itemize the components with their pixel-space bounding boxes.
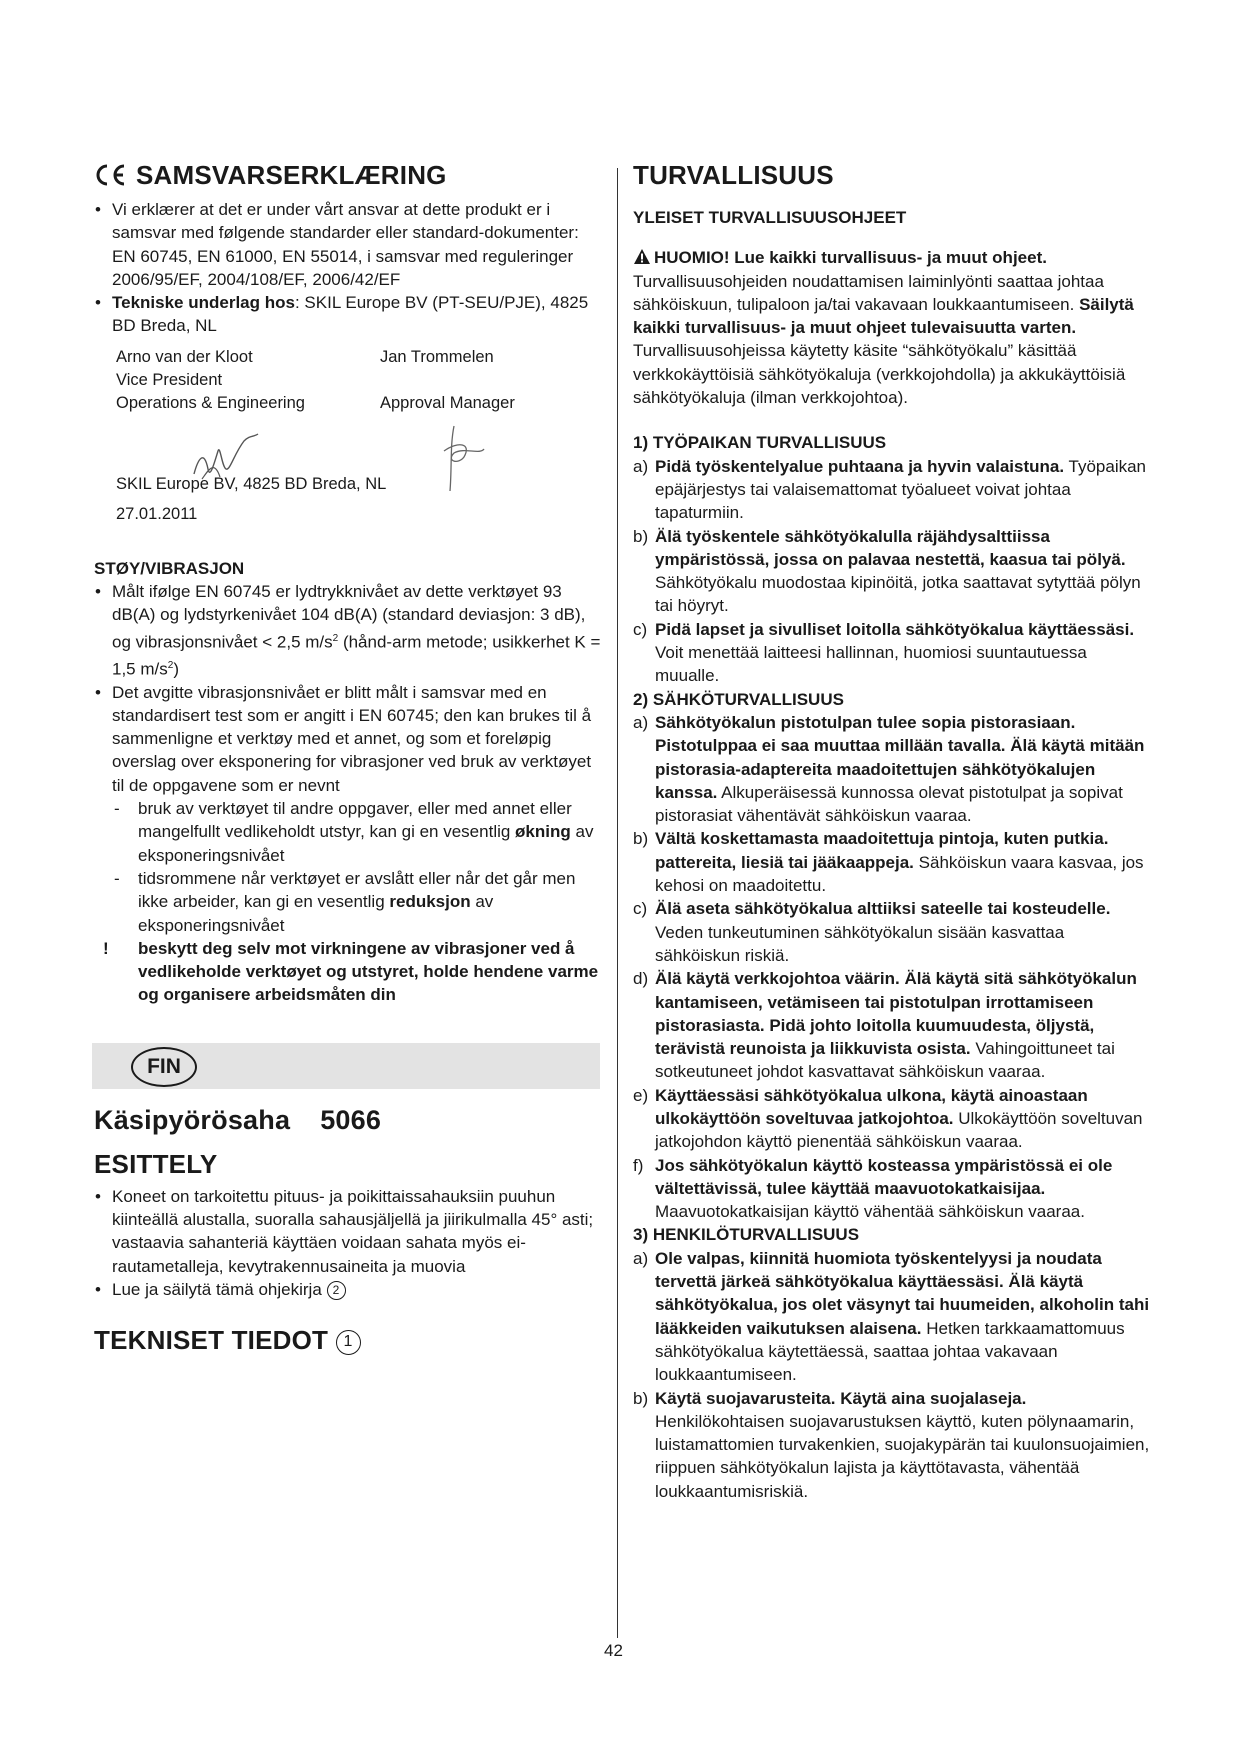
superscript: 2 <box>167 659 174 671</box>
item-marker: b) <box>633 526 649 546</box>
right-column <box>633 160 1153 1503</box>
page-number: 42 <box>604 1641 623 1660</box>
noise-dash-1-text-c: av eksponeringsnivået <box>138 822 594 865</box>
section-2-item-e <box>633 1084 1153 1154</box>
column-divider <box>617 168 618 1638</box>
declaration-title: SAMSVARSERKLÆRING <box>136 160 447 190</box>
item-marker: a) <box>633 1248 649 1268</box>
item-bold: Älä käytä verkkojohtoa väärin. Älä käytä sitä sähkötyökalun kantamiseen, vetämiseen tai pistotulpan irrottamiseen pistorasiasta. Pidä johto loitolla kuumuudesta, öljystä, terävistä reunoista ja liikkuvista osista. <box>655 969 1137 1059</box>
item-bold: Ole valpas, kiinnitä huomiota työskentelyysi ja noudata tervettä järkeä sähkötyökalua käyttäessäsi. Älä käytä sähkötyökalua, jos olet väsynyt tai huumeiden, alkoholin tahi lääkkeiden vaikutuksen alaisena. <box>655 1248 1150 1338</box>
section-2-item-d <box>633 967 1153 1083</box>
declaration-date: 27.01.2011 <box>116 504 198 523</box>
declaration-heading <box>94 160 604 190</box>
tech-docs-label: Tekniske underlag hos <box>112 293 295 313</box>
item-text: Ulkokäyttöön soveltuvan jatkojohdon käyttö pienentää sähköiskun vaaraa. <box>655 1108 1143 1152</box>
sig2-name: Jan Trommelen <box>380 347 494 366</box>
item-marker: b) <box>633 1388 649 1408</box>
left-column <box>94 160 604 1355</box>
item-marker: a) <box>633 456 649 476</box>
declaration-item: • Vi erklærer at det er under vårt ansvar at dette produkt er i samsvar med følgende standarder eller standard-dokumenter: EN 60745, EN 61000, EN 55014, i samsvar med reguleringer 2006/95/EF, 2004/108/EF, 2006/42/EF <box>94 198 604 291</box>
warning-text-2: Turvallisuusohjeissa käytetty käsite “sähkötyökalu” käsittää verkkokäyttöisiä sähkötyökaluja (verkkojohdolla) ja akkukäyttöisiä sähkötyökaluja (ilman verkkojohtoa). <box>633 341 1126 408</box>
section-3-item-b <box>633 1387 1153 1503</box>
sig1-role1: Vice President <box>116 370 223 389</box>
noise-dash-2-text-c: av eksponeringsnivået <box>138 892 494 935</box>
item-bold: Sähkötyökalun pistotulpan tulee sopia pistorasiaan. Pistotulppaa ei saa muuttaa millään tavalla. Älä käytä mitään pistorasia-adaptereita maadoitettujen sähkötyökalujen kanssa. <box>655 712 1145 802</box>
warning-text-1: Turvallisuusohjeiden noudattamisen laiminlyönti saattaa johtaa sähköiskuun, tulipaloon ja/tai vakavaan loukkaantumiseen. <box>633 271 1104 314</box>
declaration-list <box>94 198 604 338</box>
noise-item-2: • Det avgitte vibrasjonsnivået er blitt målt i samsvar med en standardisert test som er angitt i EN 60745; den kan brukes til å sammenligne et verktøy med et annet, og som et foreløpig overslag over eksponering for vibrasjoner ved bruk av verktøyet til de oppgavene som er nevnt <box>94 681 604 797</box>
warning-bold-1: HUOMIO! Lue kaikki turvallisuus- ja muut ohjeet. <box>654 248 1047 268</box>
noise-warning-text: beskytt deg selv mot virkningene av vibrasjoner ved å vedlikeholde verktøyet og utstyret, holde hendene varme og organisere arbeidsmåten din <box>138 938 599 1005</box>
item-text: Alkuperäisessä kunnossa olevat pistotulpat ja sopivat pistorasiat vähentävät sähköiskun vaaraa. <box>655 782 1123 826</box>
figure-ref-badge: 1 <box>336 1330 361 1355</box>
section-2-item-c <box>633 897 1153 967</box>
item-text: Työpaikan epäjärjestys tai valaisemattomat työalueet voivat johtaa tapaturmiin. <box>655 456 1147 523</box>
noise-dash-2-text-a: tidsrommene når verktøyet er avslått eller når det går men ikke arbeider, kan gi en vesentlig <box>138 868 576 912</box>
intro-item-2 <box>94 1278 604 1301</box>
product-model: 5066 <box>320 1104 382 1135</box>
noise-dash-1-text-a: bruk av verktøyet til andre oppgaver, eller med annet eller mangelfullt vedlikeholdt utstyr, kan gi en vesentlig <box>138 799 572 842</box>
noise-heading: STØY/VIBRASJON <box>94 558 245 578</box>
section-1-item-c <box>633 618 1153 688</box>
item-bold: Älä työskentele sähkötyökalulla räjähdysalttiissa ympäristössä, jossa on palavaa nestettä, kaasua tai pölyä. <box>655 526 1126 569</box>
item-bold: Älä aseta sähkötyökalua alttiiksi sateelle tai kosteudelle. <box>655 899 1111 919</box>
ce-mark-icon <box>94 163 128 187</box>
dash-marker: - <box>114 868 120 888</box>
noise-warning <box>94 937 604 1007</box>
item-bold: Pidä lapset ja sivulliset loitolla sähkötyökalua käyttäessäsi. <box>655 619 1135 639</box>
dash-marker: - <box>114 799 120 819</box>
item-bold: Jos sähkötyökalun käyttö kosteassa ympäristössä ei ole vältettävissä, tulee käyttää maavuotokatkaisijaa. <box>655 1155 1113 1198</box>
intro-heading: ESITTELY <box>94 1148 218 1179</box>
exclamation-marker: ! <box>103 938 109 958</box>
company-address: SKIL Europe BV, 4825 BD Breda, NL <box>116 474 387 493</box>
item-marker: e) <box>633 1085 649 1105</box>
safety-warning <box>633 246 1153 409</box>
item-text: Veden tunkeutuminen sähkötyökalun sisään kasvattaa sähköiskun riskiä. <box>655 922 1065 965</box>
signatory-1 <box>116 346 380 415</box>
superscript: 2 <box>332 632 339 644</box>
tech-docs-value: : SKIL Europe BV (PT-SEU/PJE), 4825 BD Breda, NL <box>112 293 589 336</box>
section-1-item-a <box>633 455 1153 525</box>
signature-area <box>94 415 604 533</box>
signatories <box>94 346 604 415</box>
item-marker: c) <box>633 899 648 919</box>
item-marker: d) <box>633 969 649 989</box>
item-marker: b) <box>633 829 649 849</box>
item-bold: Käyttäessäsi sähkötyökalua ulkona, käytä ainoastaan ulkokäyttöön soveltuvaa jatkojohtoa. <box>655 1085 1088 1128</box>
figure-ref-badge: 2 <box>327 1281 346 1300</box>
intro-item-1: • Koneet on tarkoitettu pituus- ja poikittaissahauksiin puuhun kiinteällä alustalla, suoralla sahausjäljellä ja jiirikulmalla 45° asti; vastaavia sahanteriä käyttäen voidaan sahata myös ei-rautametalleja, kevytrakennusaineita ja muovia <box>94 1185 604 1278</box>
section-2-title: 2) SÄHKÖTURVALLISUUS <box>633 689 844 709</box>
section-2-item-a <box>633 711 1153 827</box>
product-name: Käsipyörösaha <box>94 1104 291 1135</box>
intro-list <box>94 1185 604 1301</box>
item-marker: f) <box>633 1155 644 1175</box>
section-1-item-b <box>633 525 1153 618</box>
tech-heading <box>94 1325 604 1355</box>
language-badge: FIN <box>131 1047 197 1087</box>
tech-title: TEKNISET TIEDOT <box>94 1325 329 1356</box>
signature-2-image <box>424 421 494 501</box>
section-1-title: 1) TYÖPAIKAN TURVALLISUUS <box>633 433 887 453</box>
item-text: Voit menettää laitteesi hallinnan, huomiosi suuntautuessa muualle. <box>655 643 1087 686</box>
sig1-name: Arno van der Kloot <box>116 347 253 366</box>
safety-subheading: YLEISET TURVALLISUUSOHJEET <box>633 208 907 227</box>
item-marker: c) <box>633 619 648 639</box>
item-marker: a) <box>633 712 649 732</box>
intro-item-2-text: Lue ja säilytä tämä ohjekirja <box>112 1279 322 1299</box>
noise-list <box>94 580 604 797</box>
sig2-role: Approval Manager <box>380 393 515 412</box>
noise-item-1-text-b: (hånd-arm metode; usikkerhet K = 1,5 m/s <box>112 632 601 679</box>
item-text: Sähköiskun vaara kasvaa, jos kehosi on maadoitettu. <box>655 852 1144 896</box>
item-text: Hetken tarkkaamattomuus sähkötyökalua käytettäessä, saattaa johtaa vakavaan loukkaantumiseen. <box>655 1318 1125 1385</box>
item-text: Vahingoittuneet tai sotkeutuneet johdot kasvattavat sähköiskun vaaraa. <box>655 1039 1115 1082</box>
noise-dash-1 <box>112 797 604 867</box>
language-bar <box>92 1043 600 1089</box>
warning-icon <box>633 248 651 265</box>
safety-heading: TURVALLISUUS <box>633 160 834 190</box>
tech-docs-item <box>94 291 604 338</box>
sig1-role2: Operations & Engineering <box>116 393 305 412</box>
section-2-item-b <box>633 827 1153 897</box>
section-3-item-a <box>633 1247 1153 1387</box>
item-text: Sähkötyökalu muodostaa kipinöitä, jotka saattavat sytyttää pölyn tai höyryt. <box>655 573 1141 616</box>
signatory-2 <box>380 346 600 415</box>
section-2-item-f <box>633 1154 1153 1224</box>
warning-bold-2: Säilytä kaikki turvallisuus- ja muut ohjeet tulevaisuutta varten. <box>633 294 1134 338</box>
item-text: Maavuotokatkaisijan käyttö vähentää sähköiskun vaaraa. <box>655 1202 1085 1222</box>
item-text: Henkilökohtaisen suojavarustuksen käyttö, kuten pölynaamarin, luistamattomien turvakenkien, suojakypärän tai kuulonsuojaimien, riippuen sähkötyökalun lajista ja käyttötavasta, vähentää loukkaantumisriskiä. <box>655 1411 1150 1501</box>
item-bold: Vältä koskettamasta maadoitettuja pintoja, kuten putkia. pattereita, liesiä tai jääkaappeja. <box>655 829 1109 872</box>
product-title <box>94 1105 604 1135</box>
section-3-title: 3) HENKILÖTURVALLISUUS <box>633 1225 860 1245</box>
noise-dash-1-bold: økning <box>515 822 571 842</box>
noise-item-1-text-c: ) <box>173 659 179 679</box>
item-bold: Käytä suojavarusteita. Käytä aina suojalaseja. <box>655 1388 1027 1408</box>
noise-dash-2-bold: reduksjon <box>389 892 471 912</box>
noise-dash-2 <box>112 867 604 937</box>
noise-item-1 <box>94 580 604 681</box>
item-bold: Pidä työskentelyalue puhtaana ja hyvin valaistuna. <box>655 456 1065 476</box>
noise-item-1-text-a: Målt ifølge EN 60745 er lydtrykknivået av dette verktøyet 93 dB(A) og lydstyrkenivået 104 dB(A) (standard deviasjon: 3 dB), og vibrasjonsnivået < 2,5 m/s <box>112 582 586 652</box>
